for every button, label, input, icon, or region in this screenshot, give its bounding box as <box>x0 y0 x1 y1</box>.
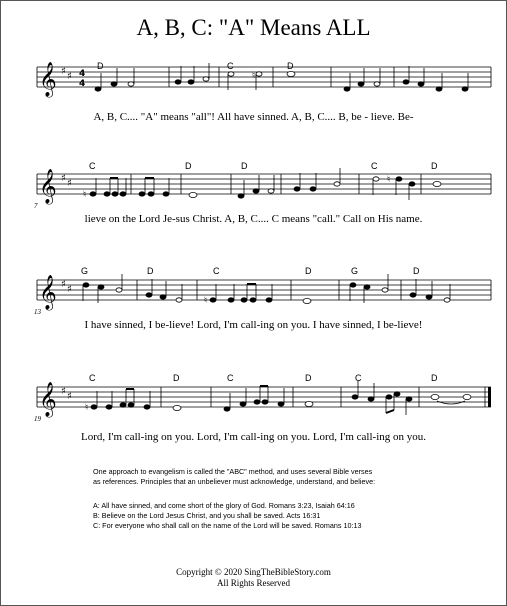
chord-label: D <box>173 373 180 383</box>
music-system-4 <box>1 343 506 443</box>
chord-label: D <box>431 373 438 383</box>
chord-label: D <box>431 161 438 171</box>
reference-b: B: Believe on the Lord Jesus Christ, and you shall be saved. Acts 16:31 <box>93 511 321 520</box>
svg-text:♯: ♯ <box>67 284 72 295</box>
svg-text:4: 4 <box>79 69 86 79</box>
music-staff <box>1 31 506 111</box>
music-staff <box>1 237 506 317</box>
svg-text:♯: ♯ <box>67 71 72 82</box>
chord-label: C <box>213 266 220 276</box>
chord-label: D <box>287 61 294 71</box>
svg-text:♮: ♮ <box>85 403 89 413</box>
svg-text:♯: ♯ <box>61 66 66 77</box>
chord-label: D <box>185 161 192 171</box>
lyric-line: lieve on the Lord Je-sus Christ. A, B, C.... C means "call." Call on His name. <box>84 213 423 225</box>
svg-text:♯: ♯ <box>61 173 66 184</box>
chord-label: D <box>97 61 104 71</box>
copyright-line: Copyright © 2020 SingTheBibleStory.com <box>176 567 331 577</box>
svg-text:♯: ♯ <box>67 178 72 189</box>
lyric-line: Lord, I'm call-ing on you. Lord, I'm call-ing on you. Lord, I'm call-ing on you. <box>80 431 427 443</box>
svg-text:♯: ♯ <box>61 386 66 397</box>
svg-text:♯: ♯ <box>61 279 66 290</box>
svg-text:4: 4 <box>79 79 86 89</box>
measure-number: 7 <box>34 202 38 210</box>
reference-c: C: For everyone who shall call on the name of the Lord will be saved. Romans 10:13 <box>93 521 362 530</box>
lyric-line: A, B, C.... "A" means "all"! All have sinned. A, B, C.... B, be - lieve. Be- <box>93 111 414 123</box>
treble-clef-icon: 𝄞 <box>39 169 57 204</box>
measure-number: 13 <box>34 308 41 316</box>
verse-references <box>93 501 493 531</box>
music-system-1 <box>1 31 506 131</box>
music-system-3 <box>1 237 506 337</box>
tie-mark <box>437 401 465 404</box>
copyright <box>1 567 506 589</box>
music-staff <box>1 131 506 211</box>
svg-text:♯: ♯ <box>67 391 72 402</box>
reference-a: A: All have sinned, and come short of the glory of God. Romans 3:23, Isaiah 64:16 <box>93 501 355 510</box>
chord-label: C <box>89 161 96 171</box>
chord-label: C <box>227 61 234 71</box>
chord-label: D <box>305 266 312 276</box>
chord-label: D <box>305 373 312 383</box>
svg-text:♮: ♮ <box>83 190 87 200</box>
chord-label: D <box>147 266 154 276</box>
chord-label: C <box>355 373 362 383</box>
chord-label: C <box>89 373 96 383</box>
chord-label: D <box>241 161 248 171</box>
svg-text:♮: ♮ <box>204 296 208 306</box>
chord-label: G <box>81 266 89 276</box>
song-title: A, B, C: "A" Means ALL <box>136 15 371 40</box>
chord-label: G <box>351 266 359 276</box>
intro-paragraph <box>93 467 493 487</box>
chord-label: D <box>413 266 420 276</box>
rights-line: All Rights Reserved <box>217 578 290 588</box>
intro-line: as references. Principles that an unbeliever must acknowledge, understand, and believe: <box>93 477 376 486</box>
svg-text:♮: ♮ <box>252 71 256 81</box>
treble-clef-icon: 𝄞 <box>39 275 57 310</box>
svg-text:♮: ♮ <box>387 175 391 185</box>
music-staff <box>1 343 506 423</box>
chord-label: C <box>371 161 378 171</box>
chord-label: C <box>227 373 234 383</box>
treble-clef-icon: 𝄞 <box>39 382 57 417</box>
measure-number: 19 <box>34 415 41 423</box>
music-system-2 <box>1 131 506 231</box>
intro-line: One approach to evangelism is called the "ABC" method, and uses several Bible verses <box>93 467 373 476</box>
treble-clef-icon: 𝄞 <box>39 62 57 97</box>
lyric-line: I have sinned, I be-lieve! Lord, I'm call-ing on you. I have sinned, I be-lieve! <box>84 319 423 331</box>
